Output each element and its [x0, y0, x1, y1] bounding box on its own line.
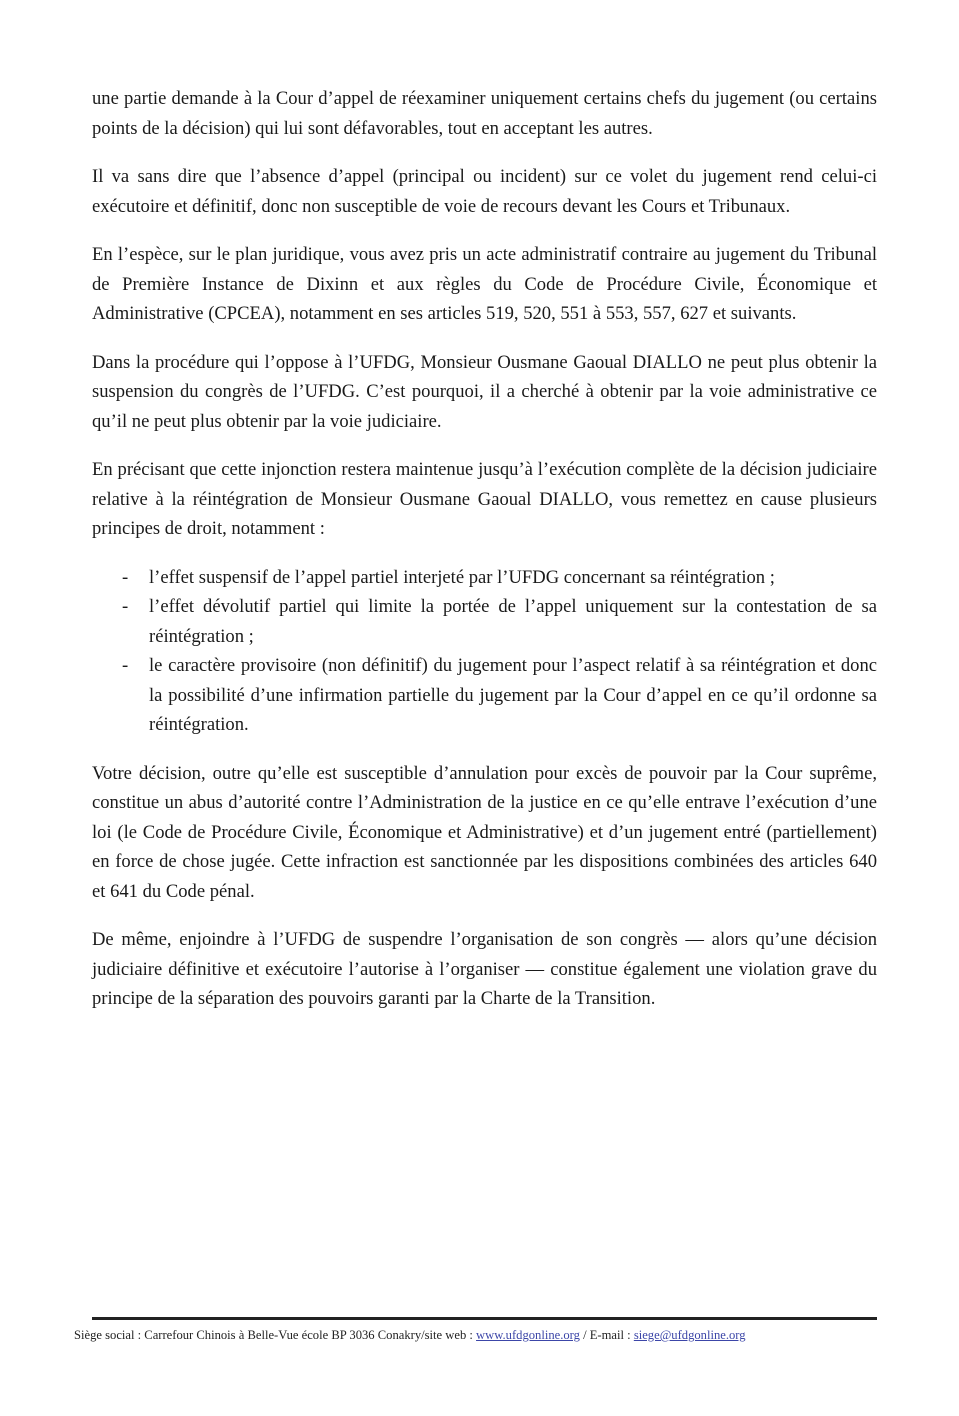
website-link[interactable]: www.ufdgonline.org	[476, 1328, 580, 1342]
paragraph-legal-plan: En l’espèce, sur le plan juridique, vous avez pris un acte administratif contraire au jugement du Tribunal de Première Instance de Dixinn et aux règles du Code de Procédure Civile, Économique et Administrative (CPCEA), notamment en ses articles 519, 520, 551 à 553, 557, 627 et suivants.	[92, 244, 877, 324]
paragraph-absence-of-appeal: Il va sans dire que l’absence d’appel (principal ou incident) sur ce volet du jugement rend celui-ci exécutoire et définitif, donc non susceptible de voie de recours devant les Cours et Tribunaux.	[92, 166, 877, 217]
list-item-text: l’effet dévolutif partiel qui limite la portée de l’appel uniquement sur la contestation de sa réintégration ;	[149, 596, 877, 647]
principles-list	[92, 563, 877, 740]
footer-separator: / E-mail :	[579, 1328, 634, 1342]
dash-bullet-icon: -	[122, 566, 129, 588]
paragraph-appeal-definition: une partie demande à la Cour d’appel de réexaminer uniquement certains chefs du jugement (ou certains points de la décision) qui lui sont défavorables, tout en acceptant les autres.	[92, 88, 877, 139]
paragraph-abuse-of-authority: Votre décision, outre qu’elle est susceptible d’annulation pour excès de pouvoir par la Cour suprême, constitue un abus d’autorité contre l’Administration de la justice en ce qu’elle entrave l’exécution d’une loi (le Code de Procédure Civile, Économique et Administrative) et d’un jugement entré (partiellement) en force de chose jugée. Cette infraction est sanctionnée par les dispositions combinées des articles 640 et 641 du Code pénal.	[92, 762, 877, 902]
document-body	[92, 84, 877, 1033]
list-item	[92, 563, 877, 593]
list-item	[92, 592, 877, 651]
list-item-text: l’effet suspensif de l’appel partiel interjeté par l’UFDG concernant sa réintégration ;	[149, 566, 775, 588]
dash-bullet-icon: -	[122, 655, 129, 676]
email-link[interactable]: siege@ufdgonline.org	[633, 1328, 746, 1342]
footer-address: Siège social : Carrefour Chinois à Belle-Vue école BP 3036 Conakry/site web :	[74, 1328, 477, 1342]
paragraph-separation-of-powers: De même, enjoindre à l’UFDG de suspendre l’organisation de son congrès — alors qu’une décision judiciaire définitive et exécutoire l’autorise à l’organiser — constitue également une violation grave du principe de la séparation des pouvoirs garanti par la Charte de la Transition.	[92, 929, 877, 1009]
paragraph-procedure: Dans la procédure qui l’oppose à l’UFDG, Monsieur Ousmane Gaoual DIALLO ne peut plus obtenir la suspension du congrès de l’UFDG. C’est pourquoi, il a cherché à obtenir par la voie administrative ce qu’il ne peut plus obtenir par la voie judiciaire.	[92, 351, 877, 432]
footer-divider	[92, 1317, 877, 1320]
list-item	[92, 651, 877, 740]
dash-bullet-icon: -	[122, 596, 129, 617]
footer	[74, 1326, 879, 1344]
paragraph-injunction: En précisant que cette injonction restera maintenue jusqu’à l’exécution complète de la décision judiciaire relative à la réintégration de Monsieur Ousmane Gaoual DIALLO, vous remettez en cause plusieurs principes de droit, notamment :	[92, 459, 877, 539]
list-item-text: le caractère provisoire (non définitif) du jugement pour l’aspect relatif à sa réintégration et donc la possibilité d’une infirmation partielle du jugement par la Cour d’appel en ce qu’il ordonne sa réintégration.	[149, 655, 877, 735]
